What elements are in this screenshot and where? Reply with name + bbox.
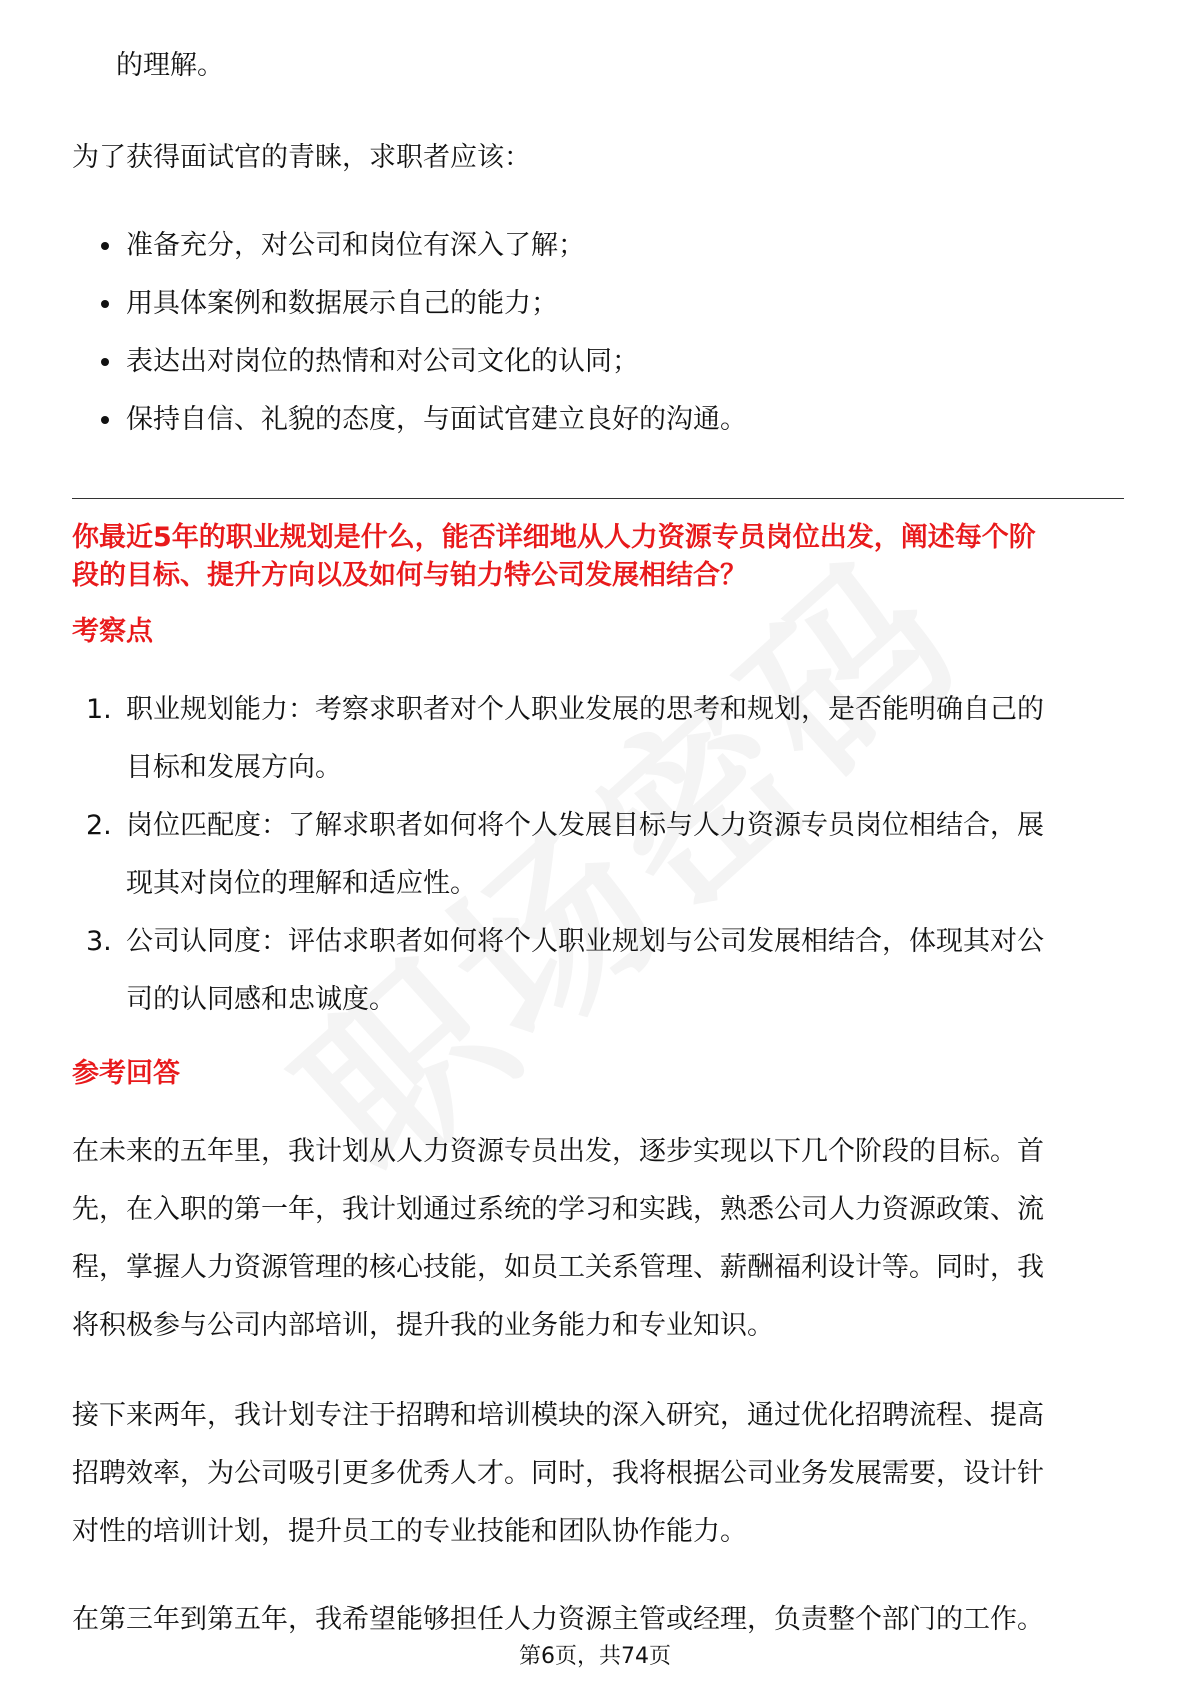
page-number: 第6页，共74页 (519, 1644, 671, 1669)
paragraph-line: 招聘效率，为公司吸引更多优秀人才。同时，我将根据公司业务发展需要，设计针 (72, 1458, 1044, 1489)
paragraph-line: 在第三年到第五年，我希望能够担任人力资源主管或经理，负责整个部门的工作。 (72, 1604, 1044, 1635)
paragraph-line: 程，掌握人力资源管理的核心技能，如员工关系管理、薪酬福利设计等。同时，我 (72, 1252, 1044, 1283)
bullet-icon (101, 416, 109, 424)
check-points-heading: 考察点 (72, 616, 153, 647)
section-divider (72, 498, 1124, 499)
list-item-text: 现其对岗位的理解和适应性。 (126, 868, 477, 899)
intro-lead: 为了获得面试官的青睐，求职者应该： (72, 142, 531, 173)
paragraph-line: 将积极参与公司内部培训，提升我的业务能力和专业知识。 (72, 1310, 774, 1341)
question-line-2: 段的目标、提升方向以及如何与铂力特公司发展相结合？ (72, 560, 747, 591)
item-number: 3. (86, 926, 112, 957)
list-item-text: 岗位匹配度：了解求职者如何将个人发展目标与人力资源专员岗位相结合，展 (126, 810, 1044, 841)
list-item-text: 目标和发展方向。 (126, 752, 342, 783)
item-number: 2. (86, 810, 112, 841)
bullet-icon (101, 358, 109, 366)
paragraph-line: 对性的培训计划，提升员工的专业技能和团队协作能力。 (72, 1516, 747, 1547)
question-line-1: 你最近5年的职业规划是什么，能否详细地从人力资源专员岗位出发，阐述每个阶 (72, 522, 1036, 553)
paragraph-line: 先，在入职的第一年，我计划通过系统的学习和实践，熟悉公司人力资源政策、流 (72, 1194, 1044, 1225)
continuation-text: 的理解。 (116, 50, 224, 81)
paragraph-line: 接下来两年，我计划专注于招聘和培训模块的深入研究，通过优化招聘流程、提高 (72, 1400, 1044, 1431)
list-item-text: 公司认同度：评估求职者如何将个人职业规划与公司发展相结合，体现其对公 (126, 926, 1044, 957)
paragraph-line: 在未来的五年里，我计划从人力资源专员出发，逐步实现以下几个阶段的目标。首 (72, 1136, 1044, 1167)
item-number: 1. (86, 694, 112, 725)
list-item-text: 用具体案例和数据展示自己的能力； (126, 288, 558, 319)
list-item-text: 职业规划能力：考察求职者对个人职业发展的思考和规划，是否能明确自己的 (126, 694, 1044, 725)
bullet-icon (101, 242, 109, 250)
list-item-text: 准备充分，对公司和岗位有深入了解； (126, 230, 585, 261)
bullet-icon (101, 300, 109, 308)
answer-heading: 参考回答 (72, 1058, 180, 1089)
list-item-text: 司的认同感和忠诚度。 (126, 984, 396, 1015)
list-item-text: 保持自信、礼貌的态度，与面试官建立良好的沟通。 (126, 404, 747, 435)
list-item-text: 表达出对岗位的热情和对公司文化的认同； (126, 346, 639, 377)
